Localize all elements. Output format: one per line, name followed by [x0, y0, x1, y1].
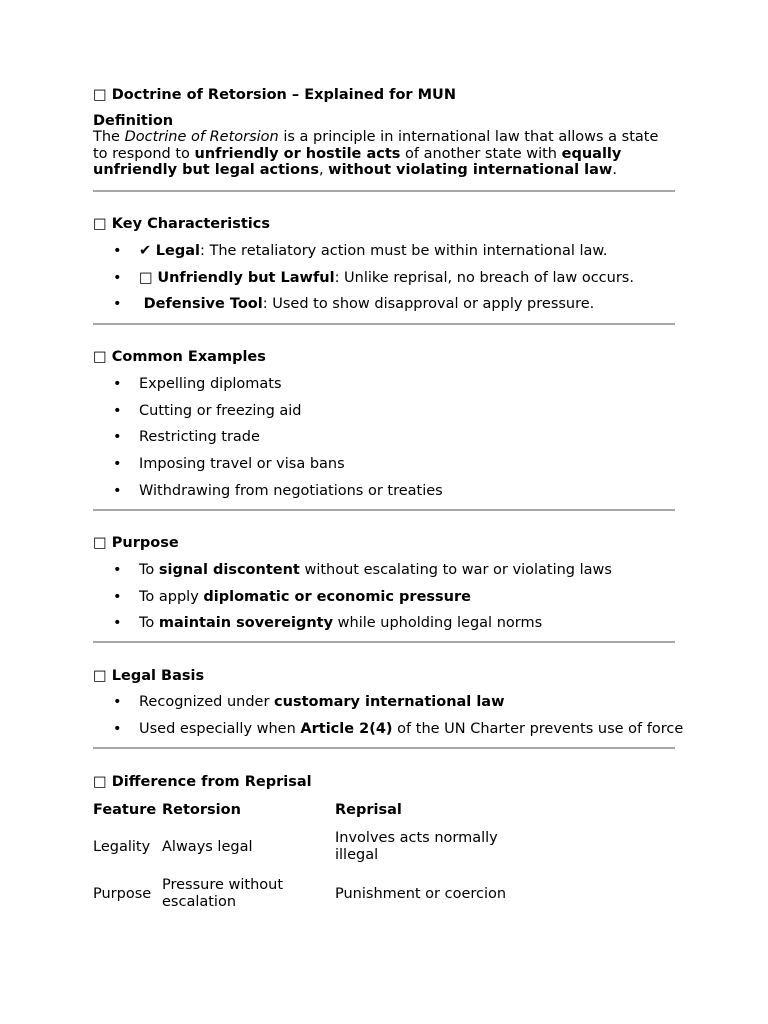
bullet-icon: •	[113, 694, 122, 710]
list-item-text: Withdrawing from negotiations or treaties	[139, 482, 443, 499]
list-item-bold: Defensive Tool	[143, 296, 263, 313]
list-item	[93, 269, 693, 296]
table-row	[93, 822, 510, 872]
bullet-icon: •	[113, 269, 122, 286]
definition-text: .	[612, 162, 617, 178]
common-examples-list	[93, 375, 693, 508]
list-item-bold: signal discontent	[158, 562, 300, 578]
list-item-text: : Used to show disapproval or apply pressure.	[262, 296, 595, 313]
definition-text: ,	[318, 162, 329, 178]
section-heading-text: Purpose	[111, 535, 179, 551]
list-item-text: : Unlike reprisal, no breach of law occurs.	[334, 269, 634, 286]
list-item-text: Used especially when	[139, 720, 301, 737]
list-item-text: : The retaliatory action must be within international law.	[199, 243, 608, 259]
section-heading-text: Legal Basis	[111, 668, 205, 684]
definition-heading: Definition	[93, 113, 174, 129]
section-divider	[93, 747, 675, 749]
placeholder-icon: □	[93, 349, 107, 365]
section-divider	[93, 509, 675, 511]
table-cell: Always legal	[162, 838, 253, 855]
list-item-text: Recognized under	[139, 694, 275, 710]
definition-text: The	[93, 129, 125, 145]
placeholder-icon: □	[93, 774, 107, 790]
bullet-icon: •	[113, 588, 122, 605]
bullet-icon: •	[113, 243, 122, 259]
table-row	[93, 872, 510, 916]
table-cell: Legality	[93, 838, 151, 855]
list-item	[93, 242, 693, 269]
table-cell: Involves acts normally illegal	[335, 830, 498, 863]
table-header-cell: Retorsion	[162, 801, 241, 818]
section-heading-purpose	[93, 534, 675, 552]
table-cell: Purpose	[93, 885, 152, 902]
list-item-text: of the UN Charter prevents use of force	[392, 720, 684, 737]
definition-text: is a principle in international law that allows a state to respond to	[93, 129, 659, 162]
list-item-text: Imposing travel or visa bans	[139, 456, 345, 473]
section-heading-common-examples	[93, 348, 675, 366]
list-item-bold: maintain sovereignty	[158, 615, 334, 632]
check-icon: ✔	[139, 243, 156, 259]
list-item-text: To	[139, 562, 159, 578]
table-cell: Pressure without escalation	[162, 877, 284, 910]
list-item-bold: Legal	[155, 243, 200, 259]
list-item	[93, 561, 693, 588]
section-heading-text: Key Characteristics	[111, 216, 271, 232]
doctrine-name: Doctrine of Retorsion	[124, 129, 279, 145]
placeholder-icon: □	[93, 87, 107, 103]
list-item-text: Cutting or freezing aid	[139, 402, 302, 419]
placeholder-icon: □	[93, 216, 107, 232]
bullet-icon: •	[113, 720, 122, 737]
table-header-cell: Reprisal	[335, 801, 402, 818]
list-item	[93, 402, 693, 429]
bullet-icon: •	[113, 296, 122, 313]
document-title	[93, 86, 675, 104]
section-divider	[93, 323, 675, 325]
definition-text: of another state with	[400, 145, 562, 162]
list-item	[93, 720, 693, 747]
section-divider	[93, 641, 675, 643]
bullet-icon: •	[113, 562, 122, 578]
bullet-icon: •	[113, 615, 122, 632]
definition-bold: without violating international law	[328, 162, 613, 178]
section-heading-legal-basis	[93, 667, 675, 685]
definition-paragraph	[93, 129, 675, 179]
comparison-table	[93, 798, 510, 916]
list-item-text: Expelling diplomats	[139, 376, 282, 392]
section-heading-text: Common Examples	[111, 349, 266, 365]
legal-basis-list	[93, 693, 693, 746]
bullet-icon: •	[113, 456, 122, 473]
list-item	[93, 482, 693, 509]
table-header-row	[93, 798, 510, 822]
list-item	[93, 375, 693, 402]
list-item	[93, 614, 693, 641]
list-item	[93, 588, 693, 615]
list-item-text: Restricting trade	[139, 429, 260, 446]
definition-bold: equally unfriendly but legal actions	[93, 145, 622, 178]
section-divider	[93, 190, 675, 192]
list-item-text: while upholding legal norms	[333, 615, 543, 632]
list-item-bold: customary international law	[274, 694, 505, 710]
placeholder-icon: □	[93, 668, 107, 684]
list-item	[93, 455, 693, 482]
list-item	[93, 428, 693, 455]
list-item	[93, 295, 693, 322]
bullet-icon: •	[113, 429, 122, 446]
list-item-text: without escalating to war or violating laws	[299, 562, 612, 578]
bullet-icon: •	[113, 402, 122, 419]
list-item-bold: Unfriendly but Lawful	[157, 269, 335, 286]
section-heading-key-characteristics	[93, 215, 675, 233]
placeholder-icon: □	[93, 535, 107, 551]
list-item	[93, 693, 693, 720]
purpose-list	[93, 561, 693, 641]
list-item-text: To	[139, 615, 159, 632]
table-header-cell: Feature	[93, 801, 157, 818]
definition-bold: unfriendly or hostile acts	[194, 145, 401, 162]
bullet-icon: •	[113, 482, 122, 499]
key-characteristics-list	[93, 242, 693, 322]
section-heading-difference	[93, 773, 675, 791]
placeholder-icon: □	[139, 269, 158, 286]
document-title-text: Doctrine of Retorsion – Explained for MUN	[111, 87, 456, 103]
list-item-text: To apply	[139, 588, 204, 605]
list-item-bold: diplomatic or economic pressure	[203, 588, 471, 605]
list-item-bold: Article 2(4)	[300, 720, 393, 737]
table-cell: Punishment or coercion	[335, 885, 507, 902]
section-heading-text: Difference from Reprisal	[111, 774, 312, 790]
bullet-icon: •	[113, 376, 122, 392]
